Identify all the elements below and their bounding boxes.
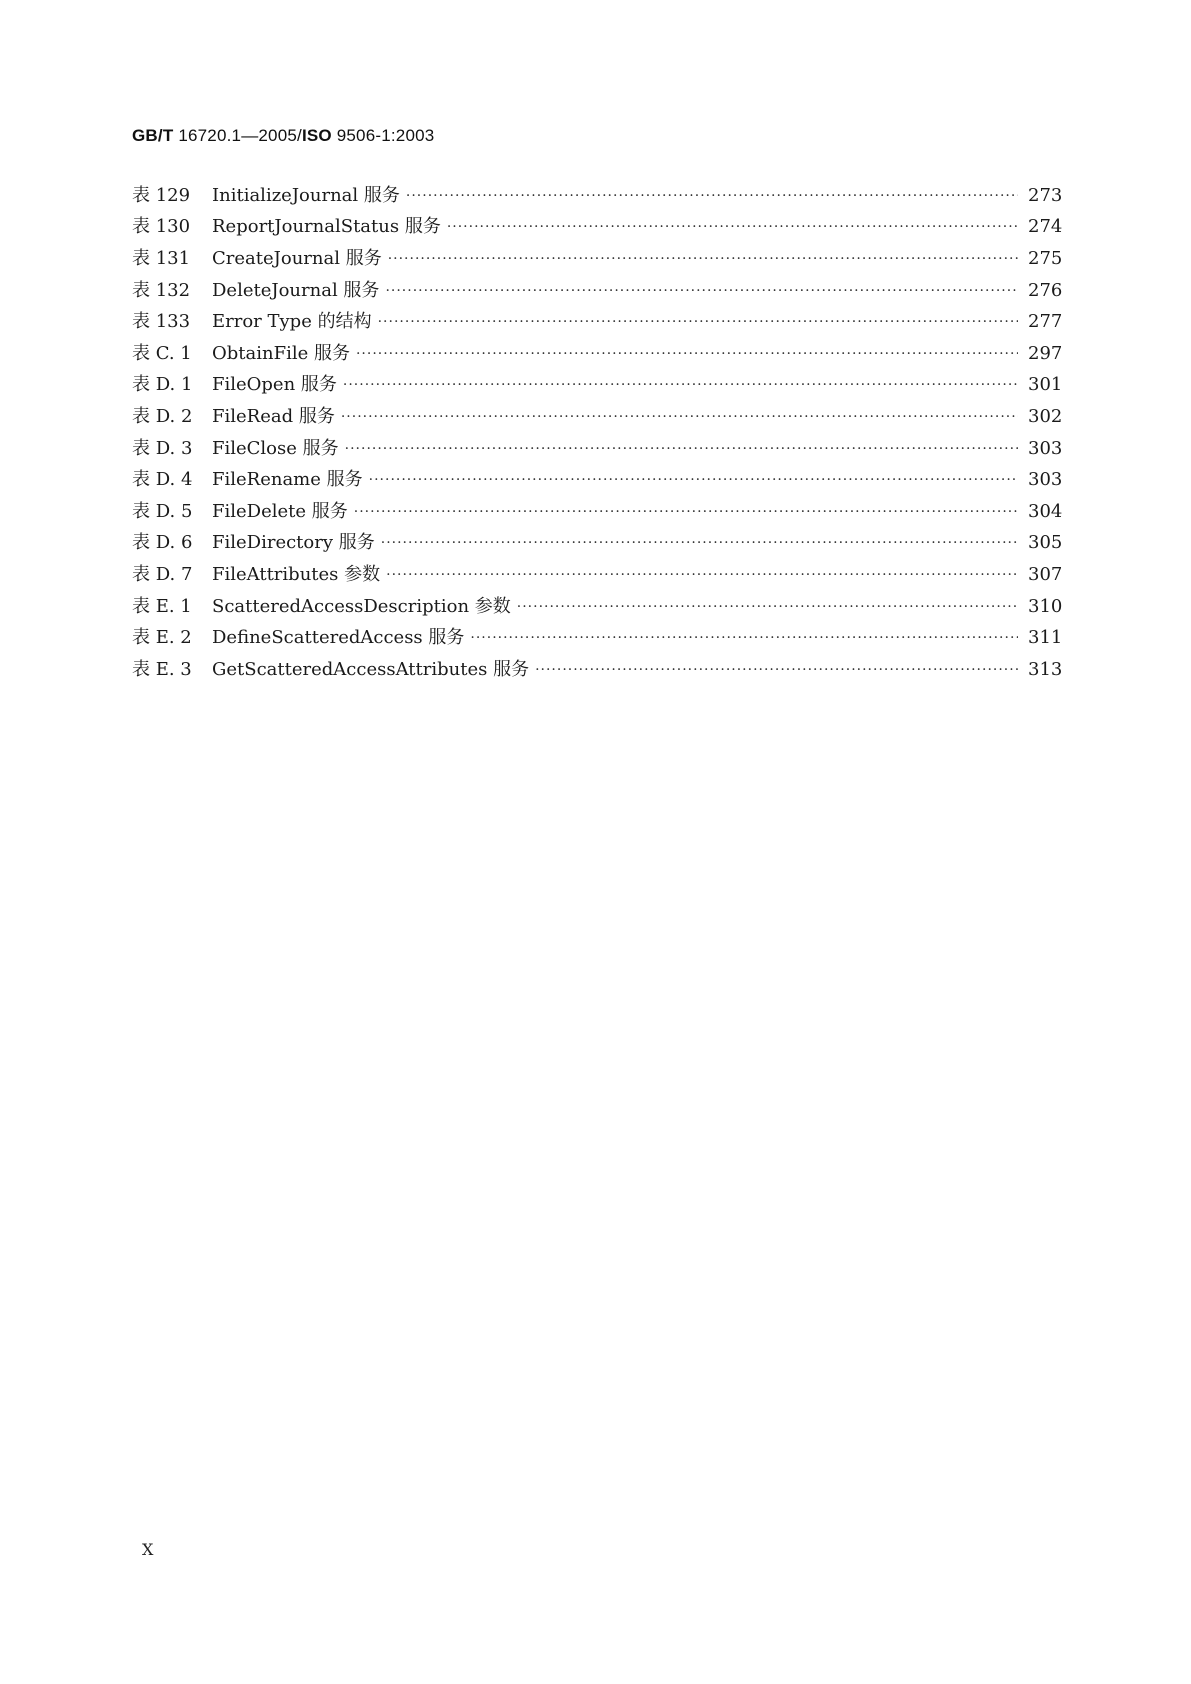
toc-entry-title: DeleteJournal 服务: [212, 279, 380, 301]
standard-code: GB/T: [132, 126, 174, 145]
toc-entry-page: 274: [1028, 216, 1063, 238]
toc-entry-page: 276: [1028, 279, 1063, 301]
toc-entry-label: 表 D. 4: [132, 469, 193, 491]
toc-entry-label: 表 D. 1: [132, 374, 193, 396]
toc-entry-title: FileDirectory 服务: [212, 532, 375, 554]
toc-leader-dots: [369, 470, 1018, 490]
iso-code: ISO: [301, 126, 332, 145]
toc-entry[interactable]: [132, 464, 1062, 496]
toc-entry[interactable]: [132, 559, 1062, 591]
toc-leader-dots: [385, 281, 1018, 301]
toc-entry[interactable]: [132, 306, 1062, 338]
toc-entry-label: 表 D. 2: [132, 405, 193, 427]
toc-entry-label: 表 130: [132, 216, 191, 238]
table-of-contents: [132, 180, 1062, 686]
toc-entry-page: 273: [1028, 184, 1063, 206]
toc-leader-dots: [381, 533, 1018, 553]
toc-entry-title: FileRename 服务: [212, 469, 363, 491]
toc-entry-page: 301: [1028, 374, 1063, 396]
toc-leader-dots: [470, 628, 1018, 648]
standard-number: 16720.1—2005/: [173, 126, 302, 145]
toc-entry-label: 表 D. 3: [132, 437, 193, 459]
toc-entry[interactable]: [132, 212, 1062, 244]
toc-leader-dots: [345, 439, 1018, 459]
toc-entry-page: 311: [1028, 627, 1063, 649]
toc-entry[interactable]: [132, 243, 1062, 275]
iso-number: 9506-1:2003: [331, 126, 435, 145]
toc-entry[interactable]: [132, 338, 1062, 370]
toc-entry-title: ObtainFile 服务: [212, 342, 350, 364]
toc-entry-label: 表 D. 7: [132, 563, 193, 585]
toc-leader-dots: [406, 186, 1018, 206]
toc-entry[interactable]: [132, 654, 1062, 686]
toc-leader-dots: [535, 660, 1018, 680]
toc-entry-title: InitializeJournal 服务: [212, 184, 400, 206]
toc-entry[interactable]: [132, 401, 1062, 433]
toc-leader-dots: [388, 249, 1018, 269]
toc-entry-page: 297: [1028, 342, 1063, 364]
toc-entry-page: 304: [1028, 500, 1063, 522]
document-header: [132, 126, 434, 146]
toc-entry[interactable]: [132, 180, 1062, 212]
toc-entry[interactable]: [132, 622, 1062, 654]
toc-entry-label: 表 D. 5: [132, 500, 193, 522]
toc-entry[interactable]: [132, 528, 1062, 560]
toc-entry-label: 表 129: [132, 184, 191, 206]
toc-entry-title: FileOpen 服务: [212, 374, 337, 396]
toc-entry-page: 277: [1028, 311, 1063, 333]
toc-entry-page: 313: [1028, 658, 1063, 680]
toc-leader-dots: [517, 597, 1018, 617]
toc-entry[interactable]: [132, 496, 1062, 528]
toc-entry-page: 302: [1028, 405, 1063, 427]
toc-leader-dots: [354, 502, 1018, 522]
toc-entry-title: Error Type 的结构: [212, 311, 372, 333]
toc-entry-page: 310: [1028, 595, 1063, 617]
toc-entry-title: GetScatteredAccessAttributes 服务: [212, 658, 530, 680]
toc-entry-label: 表 E. 3: [132, 658, 192, 680]
page-number: X: [142, 1540, 154, 1559]
toc-entry-page: 303: [1028, 437, 1063, 459]
toc-leader-dots: [386, 565, 1018, 585]
toc-leader-dots: [378, 312, 1018, 332]
toc-entry[interactable]: [132, 370, 1062, 402]
toc-entry-page: 307: [1028, 563, 1063, 585]
toc-entry-label: 表 131: [132, 247, 191, 269]
toc-leader-dots: [356, 344, 1018, 364]
toc-entry-label: 表 D. 6: [132, 532, 193, 554]
toc-entry-title: DefineScatteredAccess 服务: [212, 627, 465, 649]
toc-entry-label: 表 133: [132, 311, 191, 333]
toc-entry[interactable]: [132, 275, 1062, 307]
toc-entry-title: FileDelete 服务: [212, 500, 348, 522]
toc-entry-label: 表 E. 1: [132, 595, 192, 617]
toc-entry-title: FileClose 服务: [212, 437, 339, 459]
toc-entry-label: 表 C. 1: [132, 342, 192, 364]
toc-leader-dots: [447, 217, 1018, 237]
toc-entry[interactable]: [132, 591, 1062, 623]
toc-entry-page: 275: [1028, 247, 1063, 269]
toc-leader-dots: [343, 375, 1018, 395]
toc-entry-title: FileAttributes 参数: [212, 563, 381, 585]
toc-entry-title: ReportJournalStatus 服务: [212, 216, 441, 238]
toc-entry-label: 表 132: [132, 279, 191, 301]
toc-entry-title: CreateJournal 服务: [212, 247, 382, 269]
toc-entry-page: 305: [1028, 532, 1063, 554]
toc-entry[interactable]: [132, 433, 1062, 465]
toc-entry-title: FileRead 服务: [212, 405, 335, 427]
toc-entry-label: 表 E. 2: [132, 627, 192, 649]
toc-leader-dots: [341, 407, 1018, 427]
toc-entry-title: ScatteredAccessDescription 参数: [212, 595, 511, 617]
toc-entry-page: 303: [1028, 469, 1063, 491]
